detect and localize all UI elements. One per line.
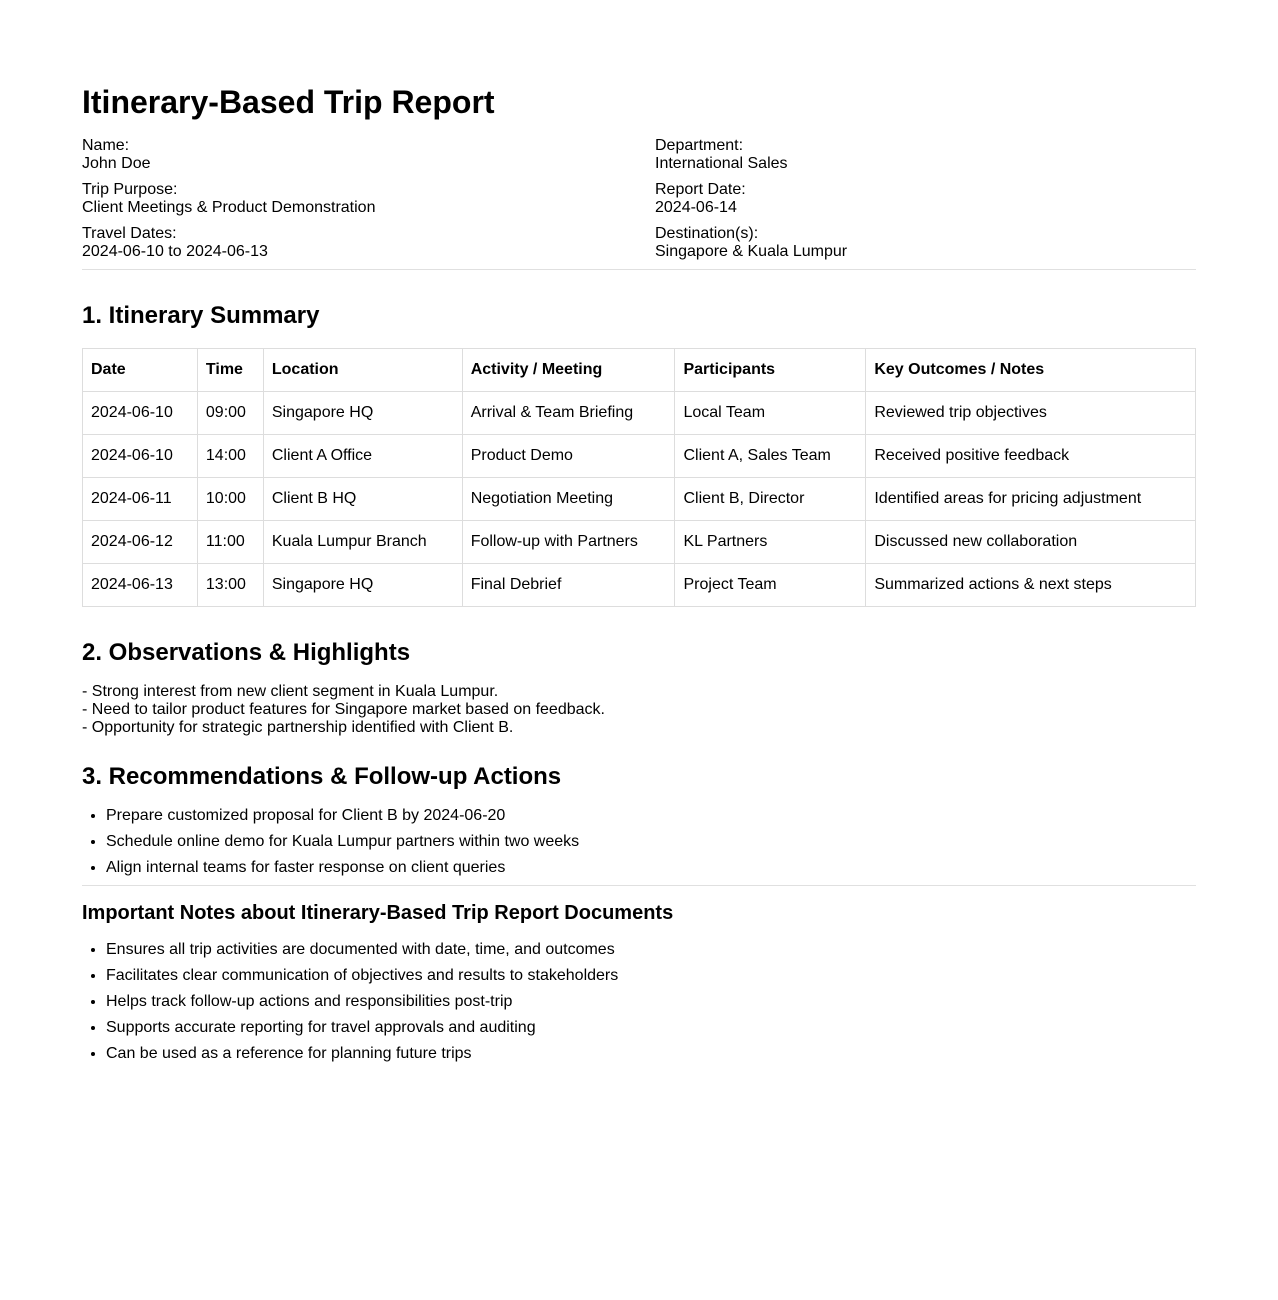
info-column-right xyxy=(655,137,1196,269)
info-travel-dates xyxy=(82,225,655,261)
report-page xyxy=(82,0,1196,1063)
list-item: • Supports accurate reporting for travel approvals and auditing xyxy=(106,1019,1196,1037)
recommendations-list xyxy=(82,807,1196,877)
notes-heading: Important Notes about Itinerary-Based Trip Report Documents xyxy=(82,902,674,924)
cell-location: Singapore HQ xyxy=(263,564,462,607)
info-label: Name: xyxy=(82,137,130,154)
list-item: • Schedule online demo for Kuala Lumpur partners within two weeks xyxy=(106,833,1196,851)
cell-date: 2024-06-13 xyxy=(83,564,198,607)
cell-activity: Arrival & Team Briefing xyxy=(462,392,675,435)
observations-text xyxy=(82,683,1196,737)
section-divider xyxy=(82,269,1196,270)
list-item: • Can be used as a reference for planning future trips xyxy=(106,1045,1196,1063)
column-header-outcomes: Key Outcomes / Notes xyxy=(866,349,1196,392)
cell-activity: Negotiation Meeting xyxy=(462,478,675,521)
cell-date: 2024-06-10 xyxy=(83,435,198,478)
info-label: Travel Dates: xyxy=(82,225,177,242)
cell-date: 2024-06-12 xyxy=(83,521,198,564)
info-value: 2024-06-14 xyxy=(655,199,737,216)
info-value: Client Meetings & Product Demonstration xyxy=(82,199,376,216)
cell-participants: Local Team xyxy=(675,392,866,435)
info-department xyxy=(655,137,1196,173)
notes-list xyxy=(82,941,1196,1063)
trip-info-grid xyxy=(82,137,1196,269)
itinerary-table xyxy=(82,348,1196,607)
column-header-location: Location xyxy=(263,349,462,392)
cell-time: 13:00 xyxy=(197,564,263,607)
list-item: • Align internal teams for faster response on client queries xyxy=(106,859,1196,877)
cell-time: 10:00 xyxy=(197,478,263,521)
info-destinations xyxy=(655,225,1196,261)
cell-location: Kuala Lumpur Branch xyxy=(263,521,462,564)
cell-time: 09:00 xyxy=(197,392,263,435)
cell-location: Client A Office xyxy=(263,435,462,478)
list-item: • Ensures all trip activities are documented with date, time, and outcomes xyxy=(106,941,1196,959)
table-row xyxy=(83,564,1196,607)
cell-outcomes: Reviewed trip objectives xyxy=(866,392,1196,435)
table-header-row xyxy=(83,349,1196,392)
cell-outcomes: Identified areas for pricing adjustment xyxy=(866,478,1196,521)
observation-line: - Opportunity for strategic partnership identified with Client B. xyxy=(82,719,514,736)
observations-heading: 2. Observations & Highlights xyxy=(82,639,411,666)
column-header-participants: Participants xyxy=(675,349,866,392)
column-header-date: Date xyxy=(83,349,198,392)
cell-time: 14:00 xyxy=(197,435,263,478)
cell-outcomes: Discussed new collaboration xyxy=(866,521,1196,564)
info-label: Trip Purpose: xyxy=(82,181,178,198)
page-title: Itinerary-Based Trip Report xyxy=(82,84,495,120)
table-row xyxy=(83,392,1196,435)
table-row xyxy=(83,521,1196,564)
cell-location: Singapore HQ xyxy=(263,392,462,435)
cell-participants: Client A, Sales Team xyxy=(675,435,866,478)
info-value: International Sales xyxy=(655,155,788,172)
list-item: • Facilitates clear communication of objectives and results to stakeholders xyxy=(106,967,1196,985)
observation-line: - Strong interest from new client segment in Kuala Lumpur. xyxy=(82,683,499,700)
info-label: Department: xyxy=(655,137,744,154)
cell-participants: Project Team xyxy=(675,564,866,607)
info-value: John Doe xyxy=(82,155,151,172)
cell-participants: KL Partners xyxy=(675,521,866,564)
cell-time: 11:00 xyxy=(197,521,263,564)
cell-date: 2024-06-11 xyxy=(83,478,198,521)
info-column-left xyxy=(82,137,655,269)
info-name xyxy=(82,137,655,173)
cell-activity: Follow-up with Partners xyxy=(462,521,675,564)
info-report-date xyxy=(655,181,1196,217)
table-row xyxy=(83,478,1196,521)
info-value: 2024-06-10 to 2024-06-13 xyxy=(82,243,268,260)
list-item: • Helps track follow-up actions and responsibilities post-trip xyxy=(106,993,1196,1011)
info-label: Destination(s): xyxy=(655,225,759,242)
itinerary-heading: 1. Itinerary Summary xyxy=(82,302,320,329)
cell-date: 2024-06-10 xyxy=(83,392,198,435)
column-header-time: Time xyxy=(197,349,263,392)
cell-outcomes: Summarized actions & next steps xyxy=(866,564,1196,607)
observation-line: - Need to tailor product features for Singapore market based on feedback. xyxy=(82,701,605,718)
recommendations-heading: 3. Recommendations & Follow-up Actions xyxy=(82,763,562,790)
table-row xyxy=(83,435,1196,478)
cell-location: Client B HQ xyxy=(263,478,462,521)
cell-activity: Product Demo xyxy=(462,435,675,478)
info-trip-purpose xyxy=(82,181,655,217)
info-value: Singapore & Kuala Lumpur xyxy=(655,243,848,260)
info-label: Report Date: xyxy=(655,181,746,198)
list-item: • Prepare customized proposal for Client B by 2024-06-20 xyxy=(106,807,1196,825)
column-header-activity: Activity / Meeting xyxy=(462,349,675,392)
cell-activity: Final Debrief xyxy=(462,564,675,607)
cell-outcomes: Received positive feedback xyxy=(866,435,1196,478)
section-divider xyxy=(82,885,1196,886)
cell-participants: Client B, Director xyxy=(675,478,866,521)
